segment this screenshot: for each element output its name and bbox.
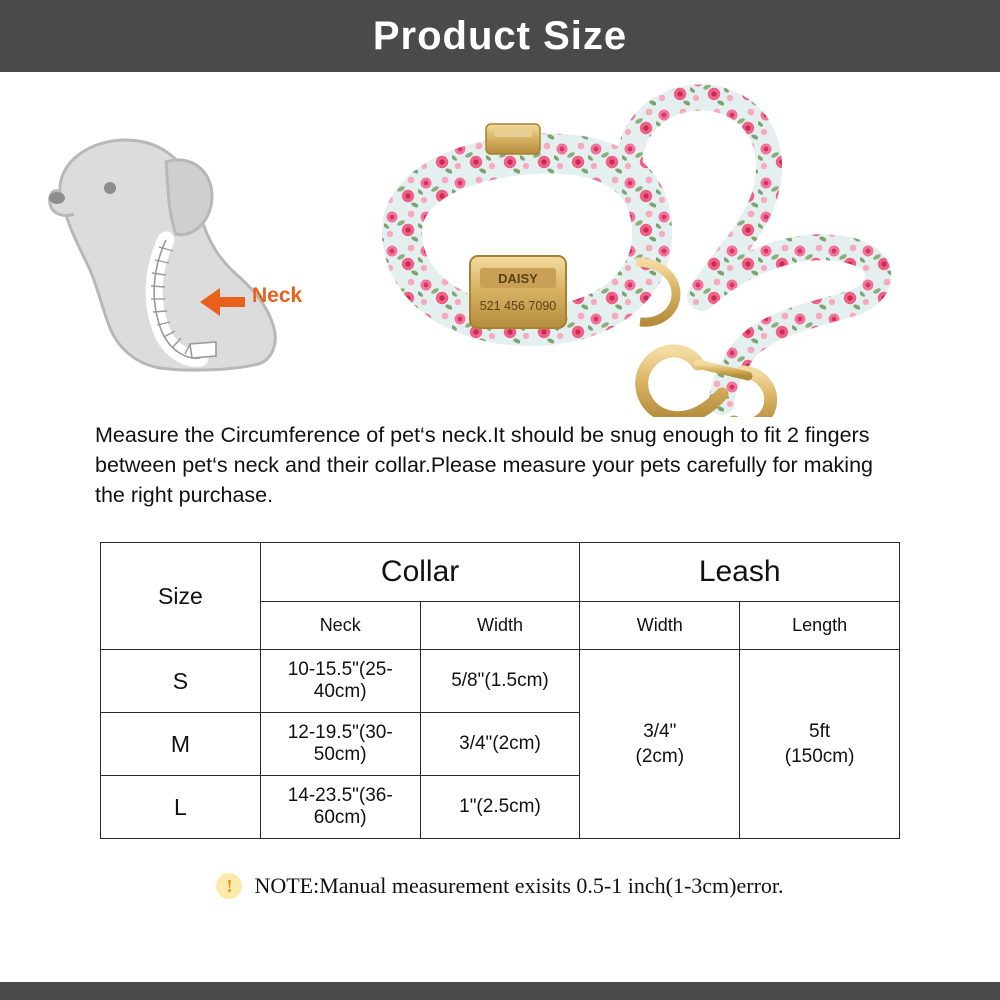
size-chart-table [100, 542, 900, 839]
floral-collar-and-leash-icon [350, 72, 970, 417]
cell-neck-l: 14-23.5"(36-60cm) [260, 776, 420, 839]
header-collar-width: Width [420, 602, 580, 650]
leash-length-line-2: (150cm) [784, 746, 855, 767]
dog-head-diagram [40, 92, 360, 392]
note-text: NOTE:Manual measurement exisits 0.5-1 inch(1-3cm)error. [254, 873, 784, 898]
cell-leash-width [580, 650, 740, 839]
cell-neck-m: 12-19.5"(30-50cm) [260, 713, 420, 776]
cell-neck-s: 10-15.5"(25-40cm) [260, 650, 420, 713]
note-row [0, 873, 1000, 899]
cell-collar-width-m: 3/4"(2cm) [420, 713, 580, 776]
header-collar: Collar [260, 543, 580, 602]
header-leash-width: Width [580, 602, 740, 650]
cell-collar-width-l: 1"(2.5cm) [420, 776, 580, 839]
row-size-s: S [101, 650, 261, 713]
leash-width-line-2: (2cm) [635, 746, 685, 767]
header-leash: Leash [580, 543, 900, 602]
id-tag [470, 256, 566, 328]
leash-length-line-1: 5ft [809, 721, 831, 742]
footer-bar [0, 982, 1000, 1000]
dog-head-outline-icon [40, 92, 360, 392]
header-collar-neck: Neck [260, 602, 420, 650]
row-size-l: L [101, 776, 261, 839]
table-row [101, 650, 900, 713]
page-title: Product Size [372, 13, 628, 58]
table-header-row-1 [101, 543, 900, 602]
header-leash-length: Length [740, 602, 900, 650]
row-size-m: M [101, 713, 261, 776]
page-header [0, 0, 1000, 72]
warning-icon: ! [216, 873, 242, 899]
svg-text:521 456 7090: 521 456 7090 [479, 299, 557, 313]
svg-text:DAISY: DAISY [498, 271, 538, 286]
cell-leash-length [740, 650, 900, 839]
neck-label: Neck [252, 284, 303, 307]
product-photo [350, 72, 970, 417]
measure-instructions: Measure the Circumference of pet‘s neck.It should be snug enough to fit 2 fingers between pet‘s neck and their collar.Please measure your pets carefully for making the right purchase. [95, 423, 873, 507]
cell-collar-width-s: 5/8"(1.5cm) [420, 650, 580, 713]
illustration-area [0, 72, 1000, 412]
header-size: Size [101, 543, 261, 650]
leash-width-line-1: 3/4" [643, 721, 677, 742]
